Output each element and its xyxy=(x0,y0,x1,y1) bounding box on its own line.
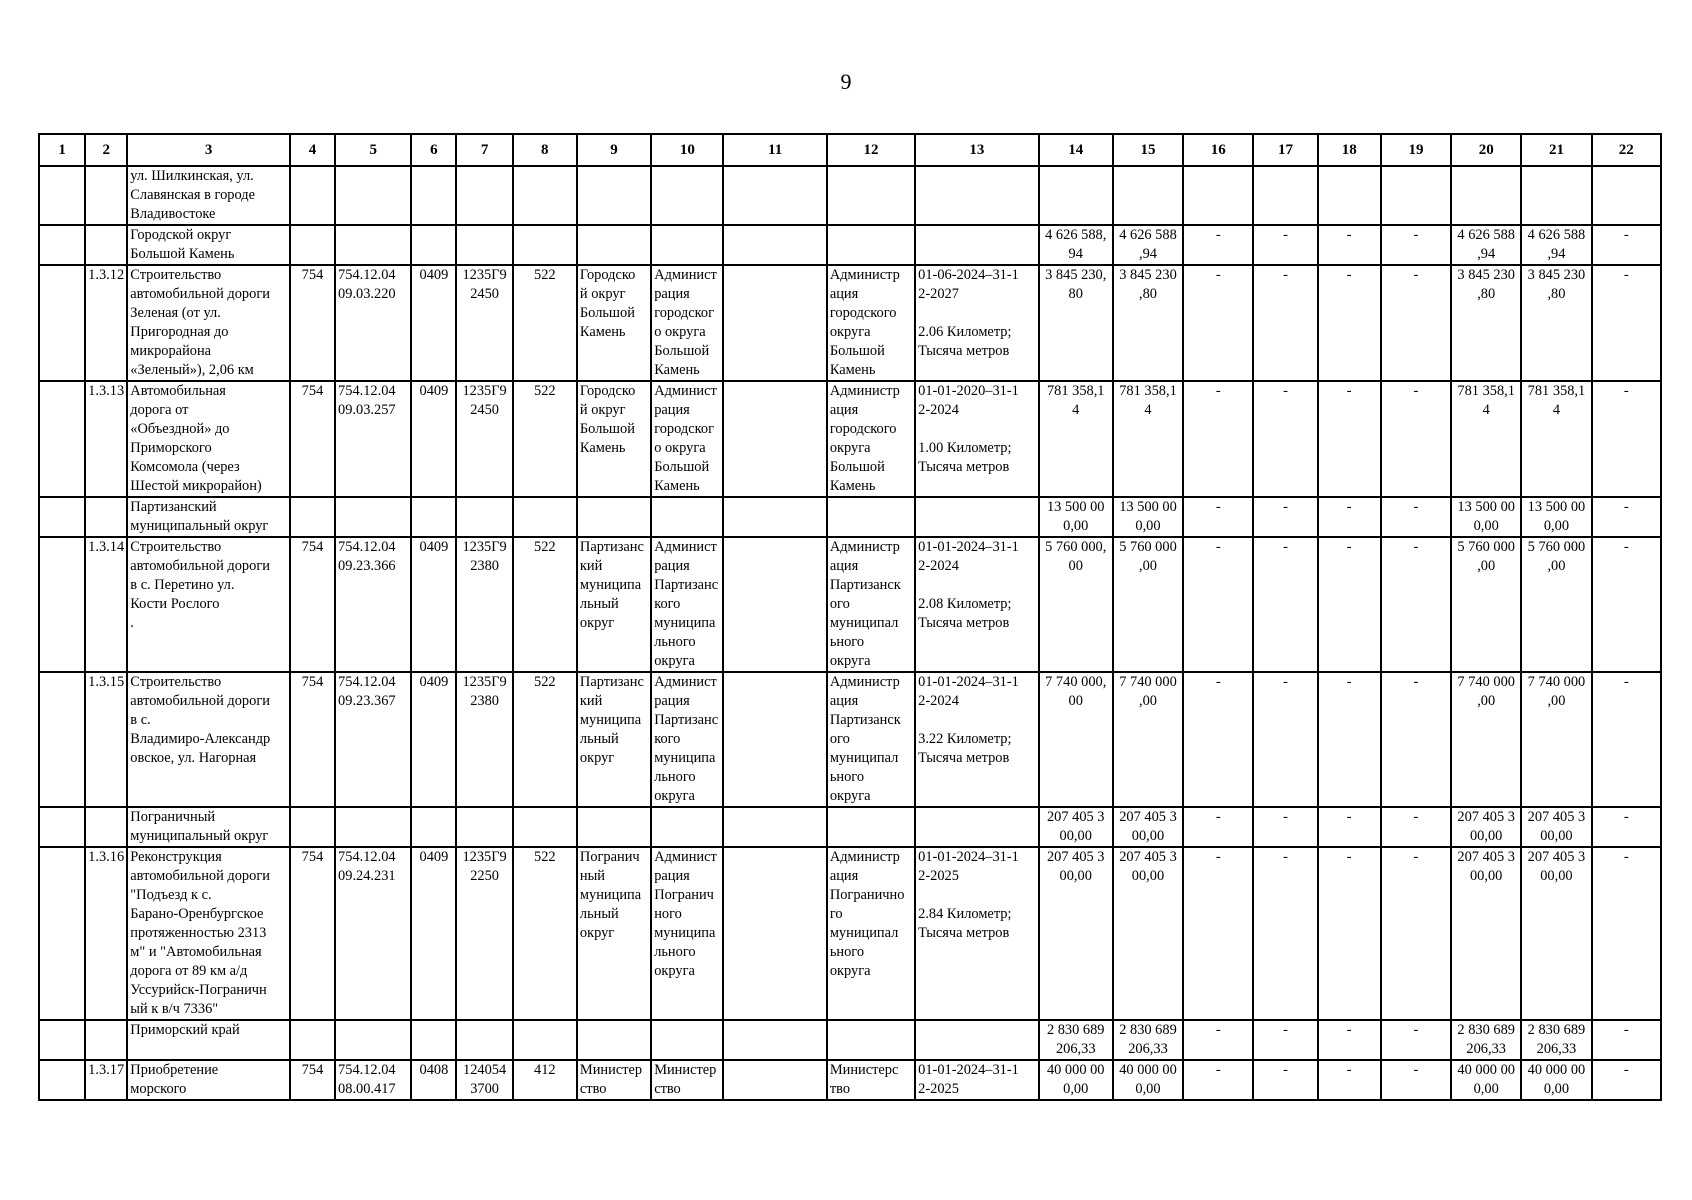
cell-col-17: - xyxy=(1253,847,1317,1020)
cell-col-13: 01-01-2024–31-1 2-2025 xyxy=(915,1060,1038,1100)
cell-col-4 xyxy=(290,225,335,265)
cell-col-5: 754.12.04 09.23.367 xyxy=(335,672,411,807)
cell-col-12: Администр ация городского округа Большой Камень xyxy=(827,265,915,381)
cell-col-18: - xyxy=(1318,225,1381,265)
cell-col-17: - xyxy=(1253,225,1317,265)
cell-col-8 xyxy=(513,807,577,847)
cell-col-8: 522 xyxy=(513,847,577,1020)
cell-col-1 xyxy=(39,1060,85,1100)
cell-col-6: 0408 xyxy=(411,1060,456,1100)
cell-col-13: 01-01-2024–31-1 2-2025 2.84 Километр; Тысяча метров xyxy=(915,847,1038,1020)
cell-col-1 xyxy=(39,672,85,807)
cell-col-14: 7 740 000, 00 xyxy=(1039,672,1113,807)
cell-col-22: - xyxy=(1592,225,1661,265)
cell-col-1 xyxy=(39,265,85,381)
cell-col-21: 40 000 00 0,00 xyxy=(1521,1060,1591,1100)
column-header-6: 6 xyxy=(411,134,456,166)
cell-col-5 xyxy=(335,1020,411,1060)
cell-col-16: - xyxy=(1183,497,1253,537)
cell-col-14 xyxy=(1039,166,1113,225)
cell-col-18: - xyxy=(1318,807,1381,847)
cell-col-22: - xyxy=(1592,381,1661,497)
cell-col-4: 754 xyxy=(290,672,335,807)
cell-col-13 xyxy=(915,166,1038,225)
cell-col-21: 2 830 689 206,33 xyxy=(1521,1020,1591,1060)
cell-col-3: Строительство автомобильной дороги Зеленая (от ул. Пригородная до микрорайона «Зеленый»), 2,06 км xyxy=(127,265,290,381)
group-row xyxy=(39,225,1661,265)
cell-col-19: - xyxy=(1381,1020,1451,1060)
cell-col-2: 1.3.16 xyxy=(85,847,127,1020)
cell-col-8 xyxy=(513,1020,577,1060)
cell-col-11 xyxy=(723,265,826,381)
group-row xyxy=(39,497,1661,537)
cell-col-3: Реконструкция автомобильной дороги "Подъезд к с. Барано-Оренбургское протяженностью 2313 м" и "Автомобильная дорога от 89 км а/д Уссурийск-Пограничн ый к в/ч 7336" xyxy=(127,847,290,1020)
cell-col-13 xyxy=(915,497,1038,537)
table-row xyxy=(39,1060,1661,1100)
cell-col-4 xyxy=(290,497,335,537)
cell-col-19: - xyxy=(1381,1060,1451,1100)
cell-col-2 xyxy=(85,1020,127,1060)
cell-col-3: Автомобильная дорога от «Объездной» до Приморского Комсомола (через Шестой микрорайон) xyxy=(127,381,290,497)
cell-col-4 xyxy=(290,166,335,225)
cell-col-5: 754.12.04 09.03.257 xyxy=(335,381,411,497)
cell-col-8 xyxy=(513,225,577,265)
cell-col-20: 7 740 000 ,00 xyxy=(1451,672,1521,807)
cell-col-2 xyxy=(85,225,127,265)
column-header-11: 11 xyxy=(723,134,826,166)
cell-col-21: 207 405 3 00,00 xyxy=(1521,807,1591,847)
cell-col-11 xyxy=(723,537,826,672)
cell-col-16: - xyxy=(1183,381,1253,497)
cell-col-9 xyxy=(577,807,651,847)
cell-col-18: - xyxy=(1318,1020,1381,1060)
cell-col-4: 754 xyxy=(290,381,335,497)
group-row xyxy=(39,807,1661,847)
cell-col-6 xyxy=(411,1020,456,1060)
cell-col-21: 3 845 230 ,80 xyxy=(1521,265,1591,381)
column-header-9: 9 xyxy=(577,134,651,166)
cell-col-10: Министер ство xyxy=(651,1060,723,1100)
cell-col-9: Погранич ный муниципа льный округ xyxy=(577,847,651,1020)
cell-col-11 xyxy=(723,497,826,537)
cell-col-16 xyxy=(1183,166,1253,225)
cell-col-11 xyxy=(723,807,826,847)
cell-col-10 xyxy=(651,497,723,537)
cell-col-20: 207 405 3 00,00 xyxy=(1451,847,1521,1020)
cell-col-15: 13 500 00 0,00 xyxy=(1113,497,1183,537)
cell-col-7: 1235Г9 2380 xyxy=(456,672,512,807)
cell-col-1 xyxy=(39,166,85,225)
cell-col-21: 4 626 588 ,94 xyxy=(1521,225,1591,265)
cell-col-2: 1.3.12 xyxy=(85,265,127,381)
cell-col-5 xyxy=(335,807,411,847)
cell-col-5 xyxy=(335,166,411,225)
cell-col-18: - xyxy=(1318,497,1381,537)
cell-col-14: 13 500 00 0,00 xyxy=(1039,497,1113,537)
cell-col-1 xyxy=(39,847,85,1020)
column-header-19: 19 xyxy=(1381,134,1451,166)
cell-col-19: - xyxy=(1381,537,1451,672)
column-header-20: 20 xyxy=(1451,134,1521,166)
cell-col-21 xyxy=(1521,166,1591,225)
cell-col-12 xyxy=(827,1020,915,1060)
cell-col-19: - xyxy=(1381,672,1451,807)
cell-col-7 xyxy=(456,225,512,265)
cell-col-19: - xyxy=(1381,225,1451,265)
cell-col-12 xyxy=(827,497,915,537)
cell-col-21: 13 500 00 0,00 xyxy=(1521,497,1591,537)
cell-col-20 xyxy=(1451,166,1521,225)
cell-col-17: - xyxy=(1253,497,1317,537)
cell-col-1 xyxy=(39,1020,85,1060)
cell-col-20: 781 358,1 4 xyxy=(1451,381,1521,497)
cell-col-4: 754 xyxy=(290,265,335,381)
cell-col-12: Администр ация Погранично го муниципал ьного округа xyxy=(827,847,915,1020)
cell-col-20: 2 830 689 206,33 xyxy=(1451,1020,1521,1060)
cell-col-2: 1.3.14 xyxy=(85,537,127,672)
cell-col-15: 781 358,1 4 xyxy=(1113,381,1183,497)
cell-col-9 xyxy=(577,497,651,537)
table-row xyxy=(39,265,1661,381)
cell-col-17: - xyxy=(1253,537,1317,672)
cell-col-2: 1.3.13 xyxy=(85,381,127,497)
cell-col-20: 5 760 000 ,00 xyxy=(1451,537,1521,672)
column-header-1: 1 xyxy=(39,134,85,166)
cell-col-5: 754.12.04 08.00.417 xyxy=(335,1060,411,1100)
cell-col-11 xyxy=(723,1020,826,1060)
cell-col-21: 5 760 000 ,00 xyxy=(1521,537,1591,672)
column-header-16: 16 xyxy=(1183,134,1253,166)
cell-col-16: - xyxy=(1183,537,1253,672)
cell-col-2 xyxy=(85,166,127,225)
column-header-22: 22 xyxy=(1592,134,1661,166)
cell-col-15: 5 760 000 ,00 xyxy=(1113,537,1183,672)
cell-col-8: 522 xyxy=(513,381,577,497)
cell-col-6 xyxy=(411,497,456,537)
cell-col-5: 754.12.04 09.03.220 xyxy=(335,265,411,381)
budget-table xyxy=(38,133,1662,1101)
cell-col-15: 4 626 588 ,94 xyxy=(1113,225,1183,265)
cell-col-8: 412 xyxy=(513,1060,577,1100)
cell-col-17: - xyxy=(1253,381,1317,497)
cell-col-19: - xyxy=(1381,381,1451,497)
cell-col-15: 40 000 00 0,00 xyxy=(1113,1060,1183,1100)
cell-col-18: - xyxy=(1318,381,1381,497)
cell-col-16: - xyxy=(1183,265,1253,381)
cell-col-19: - xyxy=(1381,497,1451,537)
cell-col-4: 754 xyxy=(290,847,335,1020)
cell-col-7: 1235Г9 2250 xyxy=(456,847,512,1020)
cell-col-22: - xyxy=(1592,265,1661,381)
cell-col-19: - xyxy=(1381,807,1451,847)
page-number: 9 xyxy=(840,69,852,94)
cell-col-6 xyxy=(411,807,456,847)
cell-col-12: Министерс тво xyxy=(827,1060,915,1100)
cell-col-6: 0409 xyxy=(411,672,456,807)
cell-col-9 xyxy=(577,1020,651,1060)
cell-col-1 xyxy=(39,537,85,672)
cell-col-3: Приморский край xyxy=(127,1020,290,1060)
cell-col-22 xyxy=(1592,166,1661,225)
cell-col-14: 4 626 588, 94 xyxy=(1039,225,1113,265)
header-row xyxy=(39,134,1661,166)
cell-col-6: 0409 xyxy=(411,847,456,1020)
cell-col-15: 2 830 689 206,33 xyxy=(1113,1020,1183,1060)
cell-col-17: - xyxy=(1253,807,1317,847)
cell-col-16: - xyxy=(1183,807,1253,847)
cell-col-10: Админист рация городског о округа Большой Камень xyxy=(651,381,723,497)
cell-col-16: - xyxy=(1183,1020,1253,1060)
cell-col-20: 207 405 3 00,00 xyxy=(1451,807,1521,847)
cell-col-1 xyxy=(39,381,85,497)
cell-col-10: Админист рация Партизанс кого муниципа льного округа xyxy=(651,537,723,672)
cell-col-20: 40 000 00 0,00 xyxy=(1451,1060,1521,1100)
table-body xyxy=(39,166,1661,1100)
cell-col-11 xyxy=(723,381,826,497)
cell-col-7 xyxy=(456,807,512,847)
cell-col-22: - xyxy=(1592,1020,1661,1060)
cell-col-6 xyxy=(411,166,456,225)
cell-col-22: - xyxy=(1592,537,1661,672)
cell-col-5 xyxy=(335,225,411,265)
cell-col-4: 754 xyxy=(290,537,335,672)
cell-col-18: - xyxy=(1318,537,1381,672)
cell-col-22: - xyxy=(1592,672,1661,807)
cell-col-21: 7 740 000 ,00 xyxy=(1521,672,1591,807)
cell-col-12 xyxy=(827,807,915,847)
cell-col-19 xyxy=(1381,166,1451,225)
cell-col-6 xyxy=(411,225,456,265)
cell-col-20: 3 845 230 ,80 xyxy=(1451,265,1521,381)
cell-col-10: Админист рация Погранич ного муниципа льного округа xyxy=(651,847,723,1020)
cell-col-12: Администр ация Партизанск ого муниципал ьного округа xyxy=(827,672,915,807)
cell-col-16: - xyxy=(1183,225,1253,265)
cell-col-19: - xyxy=(1381,265,1451,381)
table-row xyxy=(39,166,1661,225)
cell-col-5: 754.12.04 09.23.366 xyxy=(335,537,411,672)
column-header-10: 10 xyxy=(651,134,723,166)
column-header-8: 8 xyxy=(513,134,577,166)
table-row xyxy=(39,537,1661,672)
cell-col-15 xyxy=(1113,166,1183,225)
cell-col-7: 124054 3700 xyxy=(456,1060,512,1100)
cell-col-22: - xyxy=(1592,847,1661,1020)
table-row xyxy=(39,381,1661,497)
cell-col-6: 0409 xyxy=(411,381,456,497)
cell-col-13 xyxy=(915,1020,1038,1060)
cell-col-21: 207 405 3 00,00 xyxy=(1521,847,1591,1020)
cell-col-13 xyxy=(915,807,1038,847)
cell-col-12: Администр ация Партизанск ого муниципал ьного округа xyxy=(827,537,915,672)
cell-col-11 xyxy=(723,1060,826,1100)
cell-col-6: 0409 xyxy=(411,537,456,672)
column-header-17: 17 xyxy=(1253,134,1317,166)
cell-col-21: 781 358,1 4 xyxy=(1521,381,1591,497)
cell-col-7 xyxy=(456,166,512,225)
cell-col-18: - xyxy=(1318,265,1381,381)
cell-col-3: Приобретение морского xyxy=(127,1060,290,1100)
cell-col-22: - xyxy=(1592,807,1661,847)
cell-col-17: - xyxy=(1253,1020,1317,1060)
cell-col-20: 13 500 00 0,00 xyxy=(1451,497,1521,537)
cell-col-16: - xyxy=(1183,847,1253,1020)
cell-col-3: Строительство автомобильной дороги в с. Перетино ул. Кости Рослого . xyxy=(127,537,290,672)
cell-col-10: Админист рация Партизанс кого муниципа льного округа xyxy=(651,672,723,807)
cell-col-18: - xyxy=(1318,1060,1381,1100)
cell-col-14: 781 358,1 4 xyxy=(1039,381,1113,497)
cell-col-4: 754 xyxy=(290,1060,335,1100)
cell-col-8: 522 xyxy=(513,537,577,672)
column-header-4: 4 xyxy=(290,134,335,166)
cell-col-14: 2 830 689 206,33 xyxy=(1039,1020,1113,1060)
cell-col-20: 4 626 588 ,94 xyxy=(1451,225,1521,265)
cell-col-10: Админист рация городског о округа Большой Камень xyxy=(651,265,723,381)
cell-col-13 xyxy=(915,225,1038,265)
cell-col-17: - xyxy=(1253,1060,1317,1100)
cell-col-22: - xyxy=(1592,1060,1661,1100)
cell-col-11 xyxy=(723,672,826,807)
cell-col-1 xyxy=(39,225,85,265)
cell-col-3: Строительство автомобильной дороги в с. Владимиро-Александр овское, ул. Нагорная xyxy=(127,672,290,807)
cell-col-18: - xyxy=(1318,672,1381,807)
cell-col-14: 207 405 3 00,00 xyxy=(1039,847,1113,1020)
cell-col-7: 1235Г9 2450 xyxy=(456,265,512,381)
column-header-3: 3 xyxy=(127,134,290,166)
table-row xyxy=(39,847,1661,1020)
column-header-21: 21 xyxy=(1521,134,1591,166)
cell-col-22: - xyxy=(1592,497,1661,537)
cell-col-9 xyxy=(577,225,651,265)
cell-col-8 xyxy=(513,497,577,537)
column-header-14: 14 xyxy=(1039,134,1113,166)
cell-col-10 xyxy=(651,1020,723,1060)
cell-col-14: 40 000 00 0,00 xyxy=(1039,1060,1113,1100)
column-header-7: 7 xyxy=(456,134,512,166)
cell-col-16: - xyxy=(1183,1060,1253,1100)
cell-col-8 xyxy=(513,166,577,225)
cell-col-13: 01-01-2024–31-1 2-2024 2.08 Километр; Тысяча метров xyxy=(915,537,1038,672)
cell-col-14: 5 760 000, 00 xyxy=(1039,537,1113,672)
cell-col-5: 754.12.04 09.24.231 xyxy=(335,847,411,1020)
cell-col-8: 522 xyxy=(513,672,577,807)
cell-col-13: 01-06-2024–31-1 2-2027 2.06 Километр; Тысяча метров xyxy=(915,265,1038,381)
cell-col-18: - xyxy=(1318,847,1381,1020)
cell-col-13: 01-01-2020–31-1 2-2024 1.00 Километр; Тысяча метров xyxy=(915,381,1038,497)
column-header-2: 2 xyxy=(85,134,127,166)
cell-col-5 xyxy=(335,497,411,537)
cell-col-17: - xyxy=(1253,672,1317,807)
cell-col-12 xyxy=(827,225,915,265)
cell-col-3: Городской округ Большой Камень xyxy=(127,225,290,265)
cell-col-11 xyxy=(723,166,826,225)
cell-col-1 xyxy=(39,807,85,847)
cell-col-19: - xyxy=(1381,847,1451,1020)
cell-col-9: Городско й округ Большой Камень xyxy=(577,265,651,381)
column-header-18: 18 xyxy=(1318,134,1381,166)
cell-col-9: Министер ство xyxy=(577,1060,651,1100)
column-header-13: 13 xyxy=(915,134,1038,166)
cell-col-15: 207 405 3 00,00 xyxy=(1113,847,1183,1020)
cell-col-11 xyxy=(723,847,826,1020)
cell-col-4 xyxy=(290,1020,335,1060)
cell-col-9 xyxy=(577,166,651,225)
cell-col-7: 1235Г9 2380 xyxy=(456,537,512,672)
cell-col-12: Администр ация городского округа Большой Камень xyxy=(827,381,915,497)
cell-col-3: Пограничный муниципальный округ xyxy=(127,807,290,847)
cell-col-2 xyxy=(85,807,127,847)
column-header-5: 5 xyxy=(335,134,411,166)
cell-col-2: 1.3.15 xyxy=(85,672,127,807)
cell-col-17 xyxy=(1253,166,1317,225)
cell-col-16: - xyxy=(1183,672,1253,807)
cell-col-6: 0409 xyxy=(411,265,456,381)
cell-col-10 xyxy=(651,807,723,847)
cell-col-12 xyxy=(827,166,915,225)
cell-col-10 xyxy=(651,225,723,265)
column-header-12: 12 xyxy=(827,134,915,166)
cell-col-8: 522 xyxy=(513,265,577,381)
cell-col-14: 207 405 3 00,00 xyxy=(1039,807,1113,847)
cell-col-3: ул. Шилкинская, ул. Славянская в городе Владивостоке xyxy=(127,166,290,225)
cell-col-9: Партизанс кий муниципа льный округ xyxy=(577,672,651,807)
cell-col-15: 3 845 230 ,80 xyxy=(1113,265,1183,381)
cell-col-9: Городско й округ Большой Камень xyxy=(577,381,651,497)
cell-col-2: 1.3.17 xyxy=(85,1060,127,1100)
cell-col-2 xyxy=(85,497,127,537)
cell-col-11 xyxy=(723,225,826,265)
cell-col-15: 7 740 000 ,00 xyxy=(1113,672,1183,807)
cell-col-15: 207 405 3 00,00 xyxy=(1113,807,1183,847)
cell-col-4 xyxy=(290,807,335,847)
cell-col-3: Партизанский муниципальный округ xyxy=(127,497,290,537)
cell-col-7 xyxy=(456,497,512,537)
cell-col-7 xyxy=(456,1020,512,1060)
column-header-15: 15 xyxy=(1113,134,1183,166)
cell-col-9: Партизанс кий муниципа льный округ xyxy=(577,537,651,672)
cell-col-13: 01-01-2024–31-1 2-2024 3.22 Километр; Тысяча метров xyxy=(915,672,1038,807)
cell-col-18 xyxy=(1318,166,1381,225)
cell-col-14: 3 845 230, 80 xyxy=(1039,265,1113,381)
cell-col-10 xyxy=(651,166,723,225)
group-row xyxy=(39,1020,1661,1060)
cell-col-7: 1235Г9 2450 xyxy=(456,381,512,497)
cell-col-17: - xyxy=(1253,265,1317,381)
table-row xyxy=(39,672,1661,807)
cell-col-1 xyxy=(39,497,85,537)
